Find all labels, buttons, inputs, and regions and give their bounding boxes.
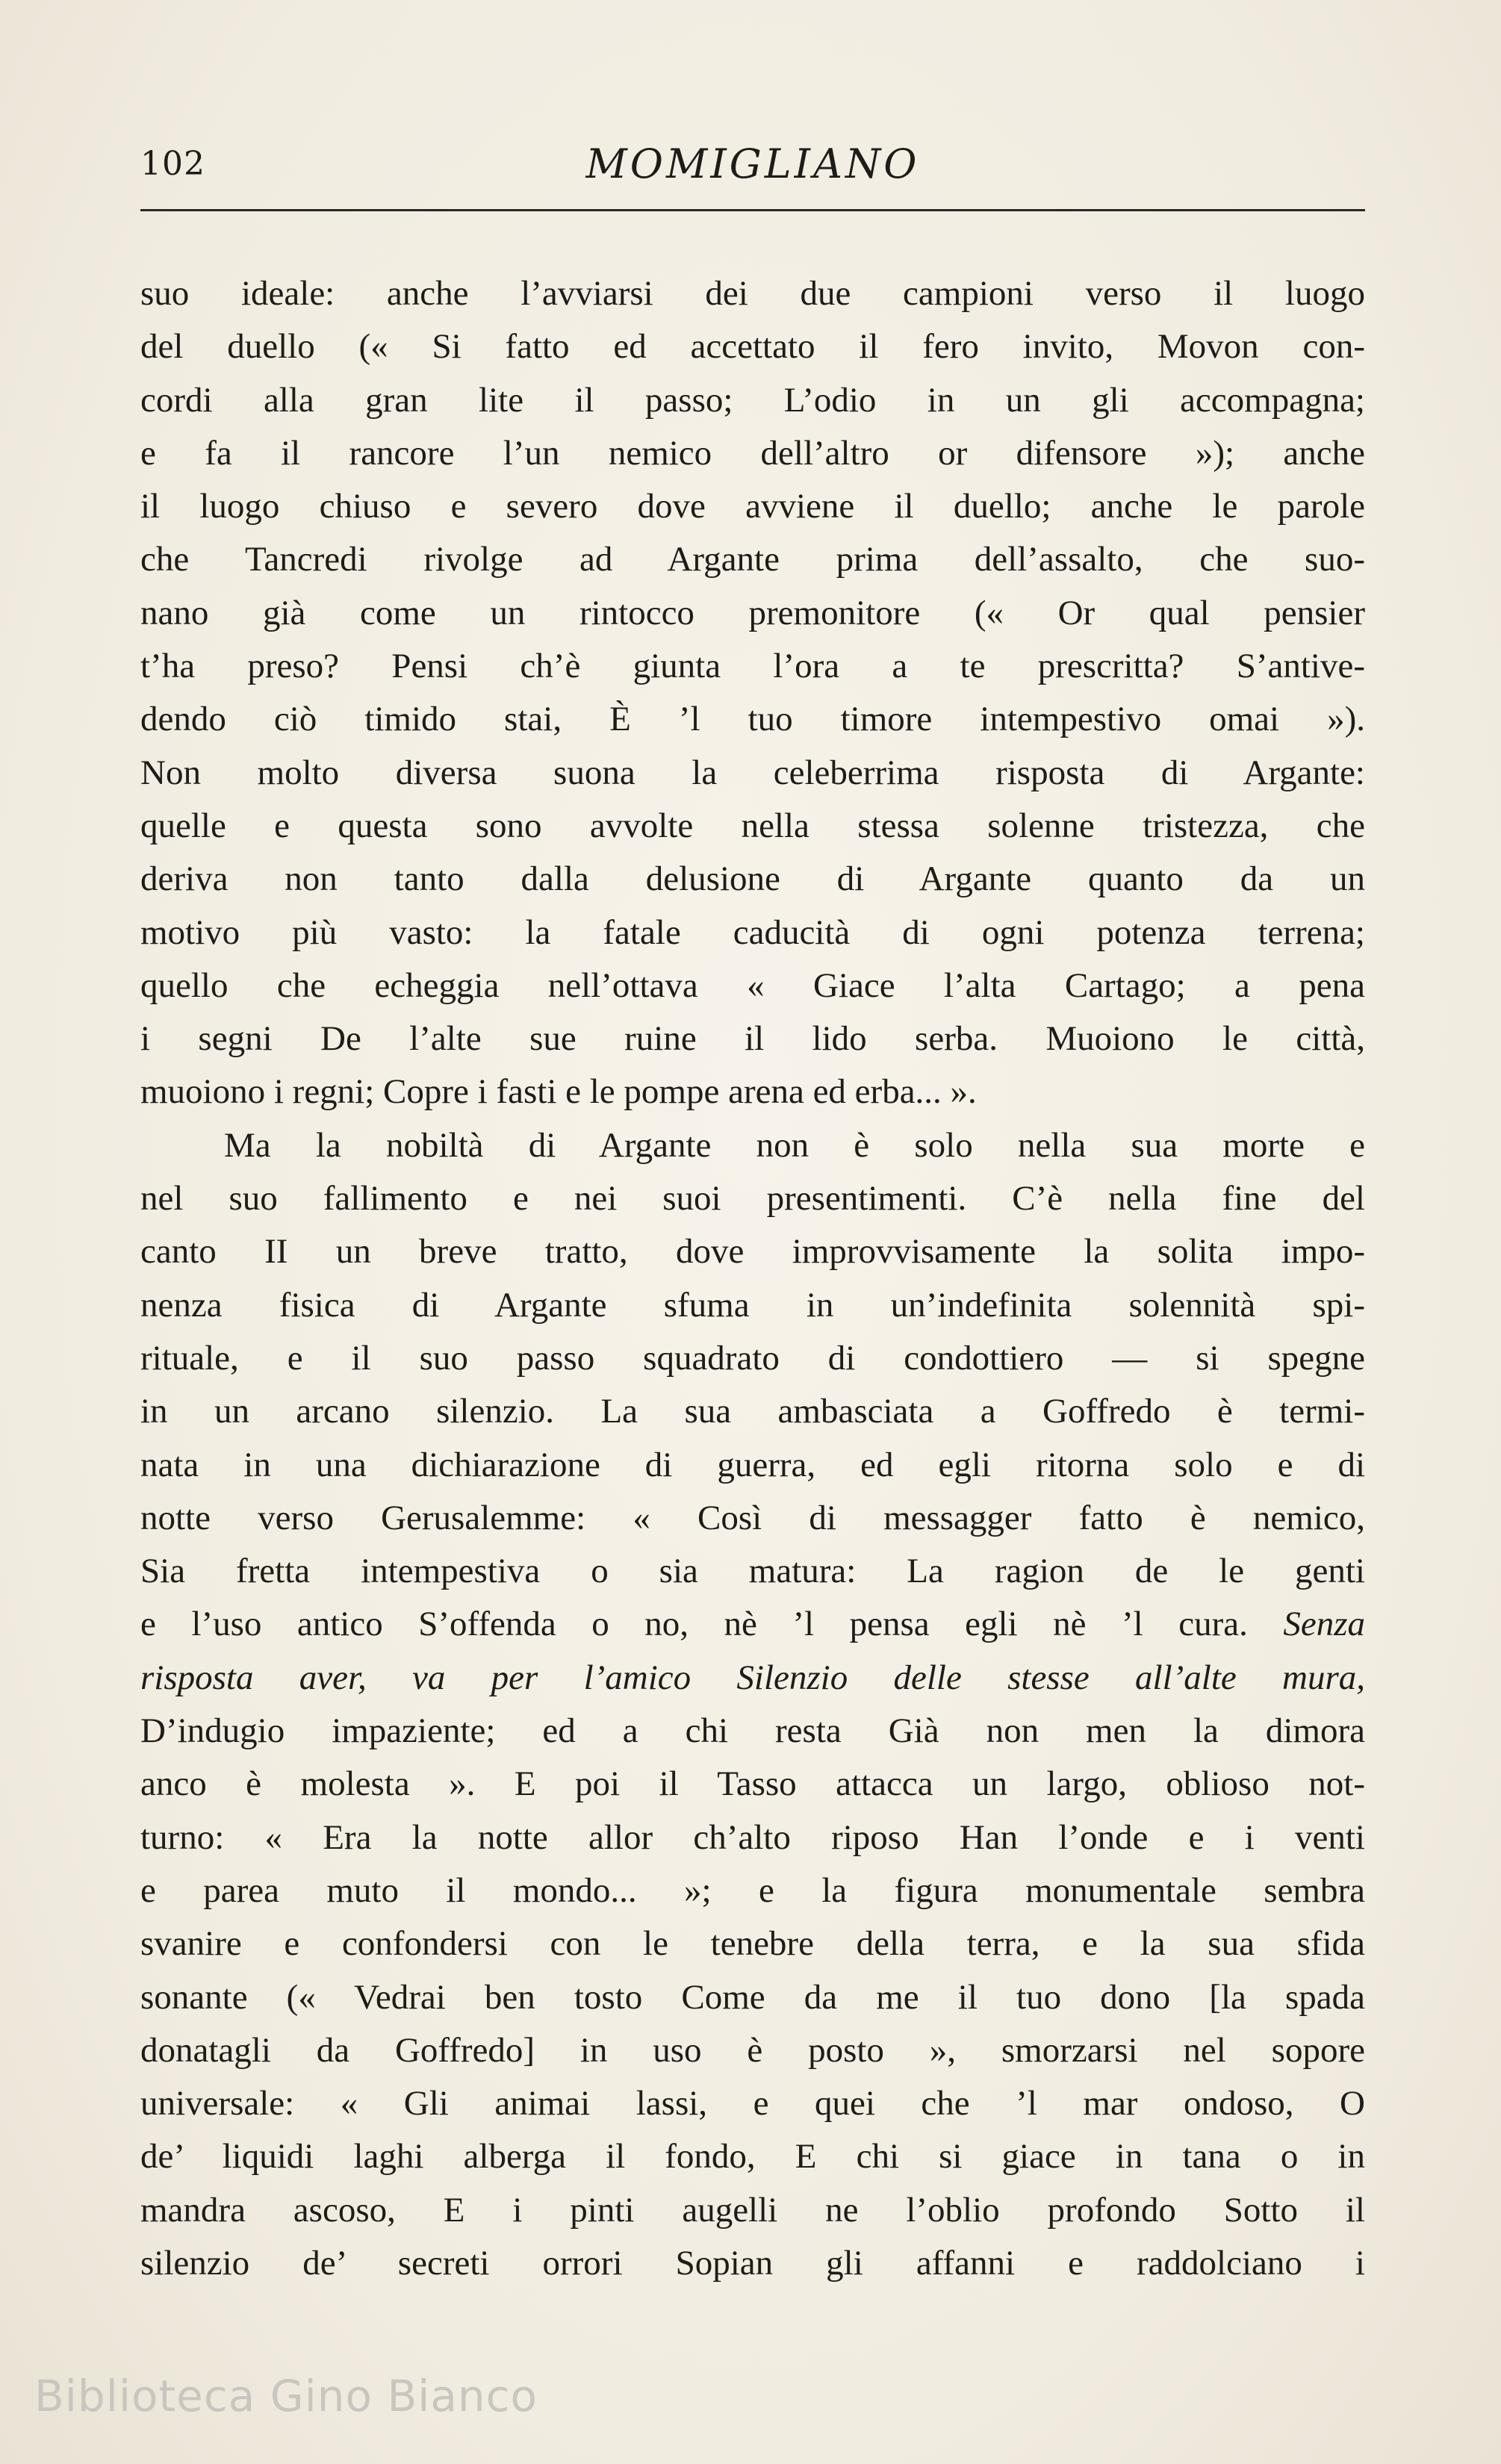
text-line: nata in una dichiarazione di guerra, ed egli ritorna solo e di: [140, 1445, 1365, 1484]
running-head: MOMIGLIANO: [585, 140, 920, 187]
text-line: D’indugio impaziente; ed a chi resta Già non men la dimora: [140, 1711, 1365, 1751]
text-line: e parea muto il mondo... »; e la figura monumentale sembra: [140, 1870, 1365, 1910]
text-line: che Tancredi rivolge ad Argante prima dell’assalto, che suo-: [140, 540, 1365, 579]
body-text: [140, 267, 1365, 2290]
text-line: in un arcano silenzio. La sua ambasciata a Goffredo è termi-: [140, 1392, 1365, 1431]
page-number: 102: [140, 145, 205, 183]
text-line: nel suo fallimento e nei suoi presentimenti. C’è nella fine del: [140, 1179, 1365, 1219]
text-line: [140, 1598, 1365, 1651]
text-line: canto II un breve tratto, dove improvvisamente la solita impo-: [140, 1232, 1365, 1272]
text-line: rituale, e il suo passo squadrato di condottiero — si spegne: [140, 1338, 1365, 1378]
text-line: dendo ciò timido stai, È ’l tuo timore intempestivo omai »).: [140, 700, 1365, 739]
text-line: Sia fretta intempestiva o sia matura: La ragion de le genti: [140, 1552, 1365, 1591]
text-line: deriva non tanto dalla delusione di Argante quanto da un: [140, 859, 1365, 899]
header-rule: [140, 209, 1365, 211]
text-line: muoiono i regni; Copre i fasti e le pompe arena ed erba... ».: [140, 1072, 977, 1112]
text-line: universale: « Gli animai lassi, e quei che ’l mar ondoso, O: [140, 2084, 1365, 2124]
text-line: suo ideale: anche l’avviarsi dei due campioni verso il luogo: [140, 274, 1365, 313]
text-line: il luogo chiuso e severo dove avviene il duello; anche le parole: [140, 487, 1365, 526]
text-line: del duello (« Si fatto ed accettato il fero invito, Movon con-: [140, 327, 1365, 367]
text-line: [140, 1652, 1365, 1705]
text-line: i segni De l’alte sue ruine il lido serba. Muoiono le città,: [140, 1019, 1365, 1059]
text-line: sonante (« Vedrai ben tosto Come da me il tuo dono [la spada: [140, 1977, 1365, 2017]
italic-text: Senza: [1283, 1605, 1365, 1644]
text-line: de’ liquidi laghi alberga il fondo, E chi si giace in tana o in: [140, 2137, 1365, 2177]
text-line: quelle e questa sono avvolte nella stessa solenne tristezza, che: [140, 806, 1365, 845]
text-line: nenza fisica di Argante sfuma in un’indefinita solennità spi-: [140, 1285, 1365, 1325]
text-line: svanire e confondersi con le tenebre della terra, e la sua sfida: [140, 1924, 1365, 1964]
text-line: e fa il rancore l’un nemico dell’altro or difensore »); anche: [140, 433, 1365, 473]
text-line: nano già come un rintocco premonitore (« Or qual pensier: [140, 593, 1365, 632]
text-line: quello che echeggia nell’ottava « Giace l’alta Cartago; a pena: [140, 965, 1365, 1005]
text-line: silenzio de’ secreti orrori Sopian gli affanni e raddolciano i: [140, 2243, 1365, 2283]
text-line: notte verso Gerusalemme: « Così di messagger fatto è nemico,: [140, 1498, 1365, 1537]
text-line: anco è molesta ». E poi il Tasso attacca un largo, oblioso not-: [140, 1764, 1365, 1804]
text-line: t’ha preso? Pensi ch’è giunta l’ora a te prescritta? S’antive-: [140, 647, 1365, 686]
paragraph: [140, 1119, 1365, 2291]
text-line: Non molto diversa suona la celeberrima risposta di Argante:: [140, 753, 1365, 792]
text-line: Ma la nobiltà di Argante non è solo nella sua morte e: [224, 1125, 1365, 1165]
text-line: cordi alla gran lite il passo; L’odio in un gli accompagna;: [140, 380, 1365, 420]
library-watermark: Biblioteca Gino Bianco: [34, 2371, 538, 2421]
page-header: [140, 134, 1365, 202]
roman-text: e l’uso antico S’offenda o no, nè ’l pensa egli nè ’l cura.: [140, 1605, 1284, 1644]
text-line: mandra ascoso, E i pinti augelli ne l’oblio profondo Sotto il: [140, 2190, 1365, 2230]
text-line: motivo più vasto: la fatale caducità di ogni potenza terrena;: [140, 912, 1365, 952]
text-line: donatagli da Goffredo] in uso è posto », smorzarsi nel sopore: [140, 2030, 1365, 2070]
paragraph: [140, 267, 1365, 1119]
italic-text: risposta aver, va per l’amico Silenzio delle stesse all’alte mura,: [140, 1658, 1365, 1697]
text-line: turno: « Era la notte allor ch’alto riposo Han l’onde e i venti: [140, 1817, 1365, 1857]
